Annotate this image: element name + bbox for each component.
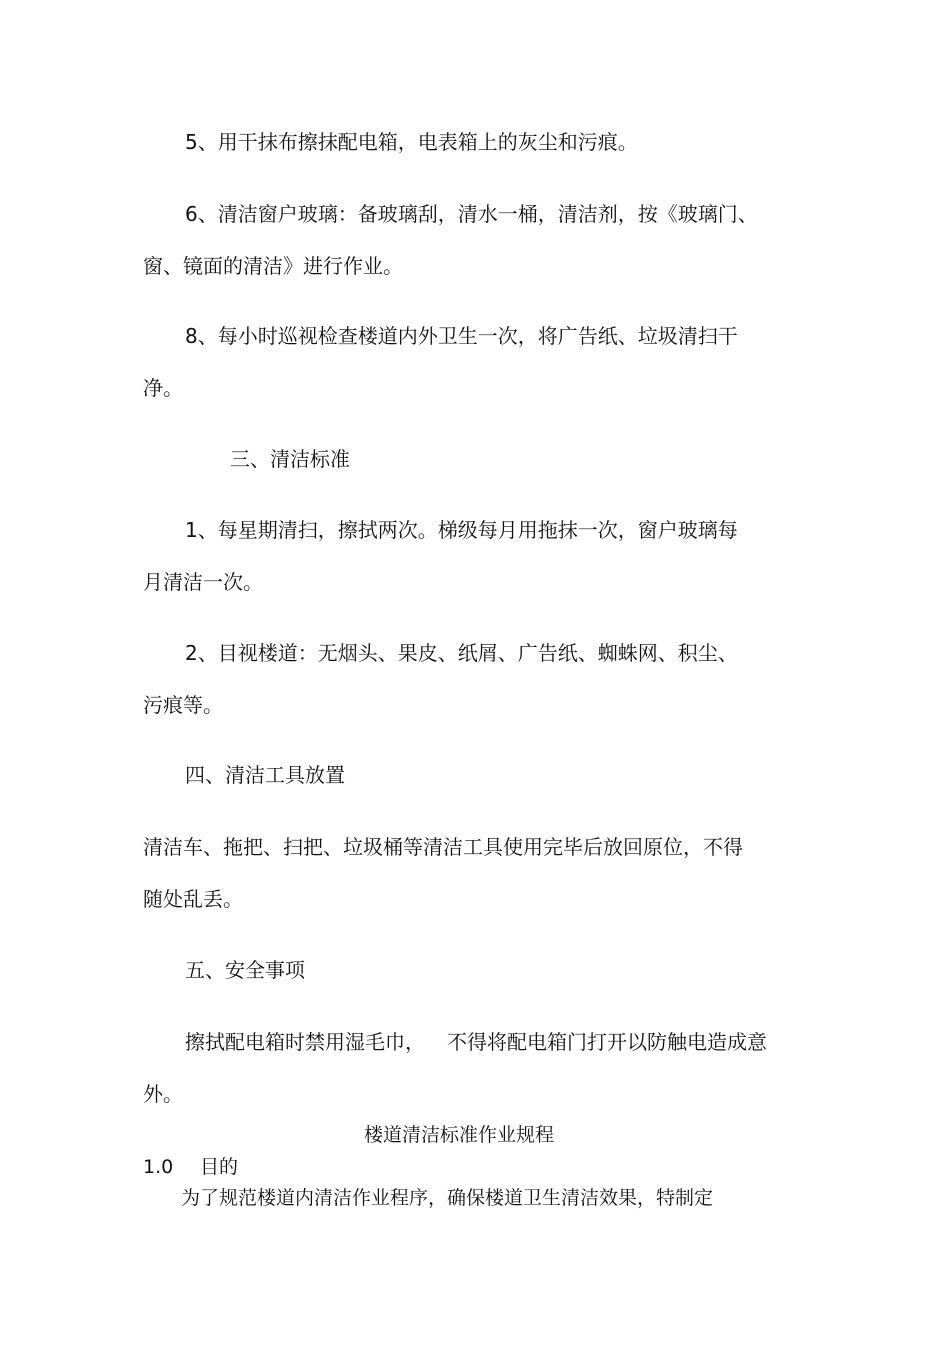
- item-8-line-2: 净。: [143, 376, 183, 400]
- standard-1-line-2: 月清洁一次。: [143, 570, 263, 594]
- purpose-line-1: 为了规范楼道内清洁作业程序，确保楼道卫生清洁效果，特制定: [181, 1187, 714, 1209]
- sop-title: 楼道清洁标准作业规程: [364, 1124, 555, 1146]
- safety-line-1a: 擦拭配电箱时禁用湿毛巾，: [185, 1030, 425, 1054]
- section-heading-5: 五、安全事项: [185, 958, 305, 982]
- tools-line-2: 随处乱丢。: [143, 887, 243, 911]
- standard-1-line-1: 1、每星期清扫，擦拭两次。梯级每月用拖抹一次，窗户玻璃每: [185, 518, 738, 542]
- section-number: 1.0: [143, 1156, 174, 1178]
- safety-line-1b: 不得将配电箱门打开以防触电造成意: [447, 1030, 767, 1054]
- section-title: 目的: [200, 1156, 239, 1178]
- tools-line-1: 清洁车、拖把、扫把、垃圾桶等清洁工具使用完毕后放回原位，不得: [143, 835, 743, 859]
- item-6-line-1: 6、清洁窗户玻璃：备玻璃刮，清水一桶，清洁剂，按《玻璃门、: [185, 202, 758, 226]
- item-6-line-2: 窗、镜面的清洁》进行作业。: [143, 254, 403, 278]
- item-5-line-1: 5、用干抹布擦抹配电箱，电表箱上的灰尘和污痕。: [185, 130, 638, 154]
- standard-2-line-1: 2、目视楼道：无烟头、果皮、纸屑、广告纸、蜘蛛网、积尘、: [185, 641, 738, 665]
- item-8-line-1: 8、每小时巡视检查楼道内外卫生一次，将广告纸、垃圾清扫干: [185, 324, 738, 348]
- standard-2-line-2: 污痕等。: [143, 693, 223, 717]
- section-heading-4: 四、清洁工具放置: [185, 763, 345, 787]
- safety-line-2: 外。: [143, 1082, 183, 1106]
- section-heading-3: 三、清洁标准: [230, 447, 350, 471]
